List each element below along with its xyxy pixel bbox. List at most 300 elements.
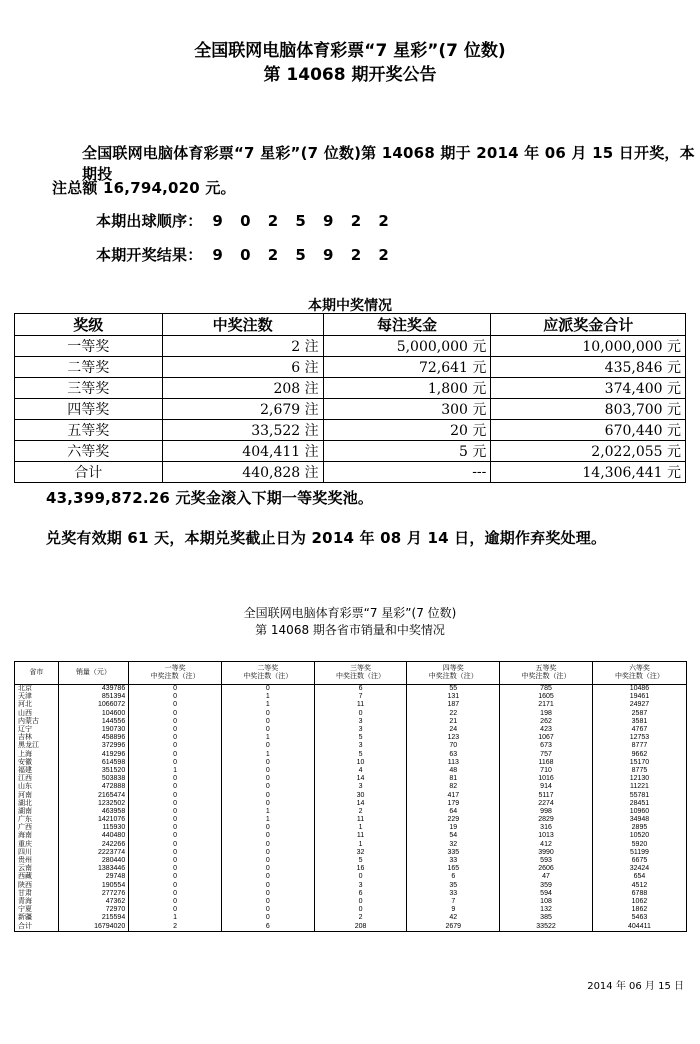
prize1-count: 0	[129, 849, 222, 857]
draw-order-label: 本期出球顺序：	[96, 212, 203, 230]
prize6-count: 3581	[592, 718, 686, 726]
province-name: 江西	[15, 775, 59, 783]
province-name: 上海	[15, 751, 59, 759]
sales-amount: 115930	[58, 824, 129, 832]
draw-result-value: 9 0 2 5 9 2 2	[212, 246, 395, 264]
prize-level: 一等奖	[15, 336, 163, 357]
prize2-count: 0	[221, 742, 314, 750]
prize-total: 435,846 元	[491, 357, 686, 378]
province-row	[15, 832, 687, 840]
prize6-count: 55781	[592, 791, 686, 799]
sales-amount: 1066072	[58, 701, 129, 709]
prize4-count: 179	[407, 800, 500, 808]
header-count: 中奖注数	[162, 314, 323, 336]
prize3-count: 7	[314, 693, 407, 701]
prize5-count: 757	[500, 751, 593, 759]
prize6-count: 51199	[592, 849, 686, 857]
prize-total: 10,000,000 元	[491, 336, 686, 357]
prize2-count: 0	[221, 759, 314, 767]
province-row	[15, 710, 687, 718]
prize2-count: 0	[221, 726, 314, 734]
prize5-count: 423	[500, 726, 593, 734]
winner-count: 2,679 注	[162, 399, 323, 420]
province-row	[15, 685, 687, 694]
prize3-count: 2	[314, 808, 407, 816]
prize2-count: 0	[221, 775, 314, 783]
prize2-count: 0	[221, 783, 314, 791]
prize-row	[15, 357, 686, 378]
prize2-count: 0	[221, 791, 314, 799]
prize2-count: 0	[221, 824, 314, 832]
province-table-subtitle: 第 14068 期各省市销量和中奖情况	[255, 623, 445, 637]
prize3-count: 0	[314, 873, 407, 881]
prize3-count: 16	[314, 865, 407, 873]
prize-total: 2,022,055 元	[491, 441, 686, 462]
prize5-count: 1605	[500, 693, 593, 701]
prize6-count: 34948	[592, 816, 686, 824]
prize-level: 三等奖	[15, 378, 163, 399]
province-name: 湖北	[15, 800, 59, 808]
prize6-count: 1062	[592, 898, 686, 906]
prize6-count: 10486	[592, 685, 686, 694]
province-name: 辽宁	[15, 726, 59, 734]
province-name: 新疆	[15, 914, 59, 922]
province-row	[15, 751, 687, 759]
prize6-count: 32424	[592, 865, 686, 873]
prize6-count: 1862	[592, 906, 686, 914]
prize1-count: 0	[129, 816, 222, 824]
prize3-count: 1	[314, 824, 407, 832]
prize6-count: 404411	[592, 922, 686, 931]
prize-total: 803,700 元	[491, 399, 686, 420]
header-province: 省市	[15, 662, 59, 685]
prize4-count: 32	[407, 841, 500, 849]
prize4-count: 131	[407, 693, 500, 701]
prize1-count: 0	[129, 824, 222, 832]
prize3-count: 14	[314, 775, 407, 783]
sales-amount: 851394	[58, 693, 129, 701]
winner-count: 6 注	[162, 357, 323, 378]
province-name: 广东	[15, 816, 59, 824]
sales-amount: 614598	[58, 759, 129, 767]
prize4-count: 113	[407, 759, 500, 767]
prize-per-ticket: 1,800 元	[323, 378, 491, 399]
province-name: 海南	[15, 832, 59, 840]
province-row	[15, 791, 687, 799]
prize1-count: 0	[129, 808, 222, 816]
prize6-count: 12753	[592, 734, 686, 742]
sales-amount: 190730	[58, 726, 129, 734]
prize1-count: 0	[129, 775, 222, 783]
prize2-count: 0	[221, 800, 314, 808]
prize5-count: 3990	[500, 849, 593, 857]
prize3-count: 6	[314, 685, 407, 694]
province-name: 广西	[15, 824, 59, 832]
province-row	[15, 841, 687, 849]
prize4-count: 55	[407, 685, 500, 694]
prize5-count: 33522	[500, 922, 593, 931]
prize3-count: 11	[314, 832, 407, 840]
prize6-count: 4512	[592, 882, 686, 890]
province-row	[15, 726, 687, 734]
prize6-count: 12130	[592, 775, 686, 783]
prize-level: 二等奖	[15, 357, 163, 378]
prize4-count: 70	[407, 742, 500, 750]
province-row	[15, 701, 687, 709]
prize-row	[15, 441, 686, 462]
prize2-count: 6	[221, 922, 314, 931]
sales-amount: 242266	[58, 841, 129, 849]
sales-amount: 1421076	[58, 816, 129, 824]
prize1-count: 0	[129, 701, 222, 709]
province-name: 贵州	[15, 857, 59, 865]
prize1-count: 0	[129, 873, 222, 881]
prize4-count: 63	[407, 751, 500, 759]
prize1-count: 0	[129, 726, 222, 734]
prize5-count: 132	[500, 906, 593, 914]
sales-amount: 190554	[58, 882, 129, 890]
draw-order-value: 9 0 2 5 9 2 2	[212, 212, 395, 230]
prize1-count: 0	[129, 865, 222, 873]
prize1-count: 1	[129, 914, 222, 922]
province-name: 山西	[15, 710, 59, 718]
prize2-count: 1	[221, 808, 314, 816]
prize2-count: 1	[221, 734, 314, 742]
province-row	[15, 873, 687, 881]
header-per-prize: 每注奖金	[323, 314, 491, 336]
prize3-count: 14	[314, 800, 407, 808]
province-row	[15, 857, 687, 865]
prize3-count: 32	[314, 849, 407, 857]
prize5-count: 2606	[500, 865, 593, 873]
prize2-count: 0	[221, 685, 314, 694]
header-prize-1: 一等奖 中奖注数（注）	[129, 662, 222, 685]
prize5-count: 2829	[500, 816, 593, 824]
province-table-header	[15, 662, 687, 685]
province-name: 河北	[15, 701, 59, 709]
winner-count: 208 注	[162, 378, 323, 399]
prize6-count: 2895	[592, 824, 686, 832]
sales-amount: 372996	[58, 742, 129, 750]
prize4-count: 22	[407, 710, 500, 718]
province-row	[15, 800, 687, 808]
prize1-count: 0	[129, 751, 222, 759]
prize3-count: 0	[314, 906, 407, 914]
sales-amount: 72970	[58, 906, 129, 914]
sales-amount: 458896	[58, 734, 129, 742]
province-row	[15, 906, 687, 914]
header-prize-5: 五等奖 中奖注数（注）	[500, 662, 593, 685]
prize-table	[14, 313, 686, 483]
prize5-count: 593	[500, 857, 593, 865]
sales-amount: 2223774	[58, 849, 129, 857]
winner-count: 404,411 注	[162, 441, 323, 462]
province-row	[15, 734, 687, 742]
prize2-count: 0	[221, 882, 314, 890]
sales-amount: 351520	[58, 767, 129, 775]
prize4-count: 229	[407, 816, 500, 824]
prize6-count: 28451	[592, 800, 686, 808]
prize2-count: 0	[221, 767, 314, 775]
prize6-count: 2587	[592, 710, 686, 718]
prize4-count: 35	[407, 882, 500, 890]
prize3-count: 3	[314, 718, 407, 726]
prize5-count: 47	[500, 873, 593, 881]
prize1-count: 0	[129, 832, 222, 840]
prize1-count: 0	[129, 800, 222, 808]
sales-amount: 16794020	[58, 922, 129, 931]
sales-amount: 47362	[58, 898, 129, 906]
prize-row	[15, 462, 686, 483]
prize-row	[15, 399, 686, 420]
prize-row	[15, 378, 686, 399]
prize4-count: 64	[407, 808, 500, 816]
province-row	[15, 808, 687, 816]
prize6-count: 19461	[592, 693, 686, 701]
prize1-count: 0	[129, 734, 222, 742]
prize-per-ticket: ---	[323, 462, 491, 483]
prize5-count: 2274	[500, 800, 593, 808]
province-row	[15, 783, 687, 791]
prize5-count: 785	[500, 685, 593, 694]
prize5-count: 1067	[500, 734, 593, 742]
prize2-count: 1	[221, 701, 314, 709]
province-name: 青海	[15, 898, 59, 906]
prize4-count: 33	[407, 857, 500, 865]
province-name: 河南	[15, 791, 59, 799]
prize3-count: 4	[314, 767, 407, 775]
prize3-count: 208	[314, 922, 407, 931]
prize2-count: 0	[221, 841, 314, 849]
prize6-count: 15170	[592, 759, 686, 767]
prize-level: 合计	[15, 462, 163, 483]
prize6-count: 9662	[592, 751, 686, 759]
prize4-count: 335	[407, 849, 500, 857]
sales-amount: 277276	[58, 890, 129, 898]
sales-amount: 144556	[58, 718, 129, 726]
sales-amount: 472888	[58, 783, 129, 791]
prize2-count: 0	[221, 898, 314, 906]
prize4-count: 42	[407, 914, 500, 922]
prize6-count: 10960	[592, 808, 686, 816]
prize4-count: 7	[407, 898, 500, 906]
province-name: 合计	[15, 922, 59, 931]
prize6-count: 11221	[592, 783, 686, 791]
prize1-count: 0	[129, 906, 222, 914]
sales-amount: 2165474	[58, 791, 129, 799]
prize2-count: 0	[221, 849, 314, 857]
prize5-count: 710	[500, 767, 593, 775]
prize5-count: 198	[500, 710, 593, 718]
prize6-count: 8775	[592, 767, 686, 775]
province-row	[15, 922, 687, 931]
province-table	[14, 661, 687, 932]
prize5-count: 998	[500, 808, 593, 816]
prize2-count: 1	[221, 693, 314, 701]
sales-amount: 215594	[58, 914, 129, 922]
prize2-count: 1	[221, 816, 314, 824]
prize-per-ticket: 300 元	[323, 399, 491, 420]
prize3-count: 3	[314, 742, 407, 750]
province-name: 重庆	[15, 841, 59, 849]
prize2-count: 0	[221, 857, 314, 865]
prize6-count: 5920	[592, 841, 686, 849]
prize5-count: 914	[500, 783, 593, 791]
province-row	[15, 718, 687, 726]
province-name: 云南	[15, 865, 59, 873]
prize5-count: 594	[500, 890, 593, 898]
prize3-count: 10	[314, 759, 407, 767]
prize-per-ticket: 72,641 元	[323, 357, 491, 378]
province-name: 西藏	[15, 873, 59, 881]
prize1-count: 0	[129, 685, 222, 694]
sales-amount: 1383446	[58, 865, 129, 873]
prize6-count: 24927	[592, 701, 686, 709]
prize4-count: 81	[407, 775, 500, 783]
prize4-count: 48	[407, 767, 500, 775]
sales-amount: 1232502	[58, 800, 129, 808]
prize5-count: 412	[500, 841, 593, 849]
winner-count: 440,828 注	[162, 462, 323, 483]
province-name: 湖南	[15, 808, 59, 816]
prize2-count: 0	[221, 873, 314, 881]
prize6-count: 10520	[592, 832, 686, 840]
winner-count: 33,522 注	[162, 420, 323, 441]
prize2-count: 0	[221, 914, 314, 922]
prize1-count: 0	[129, 759, 222, 767]
sales-amount: 29748	[58, 873, 129, 881]
draw-result-label: 本期开奖结果：	[96, 246, 203, 264]
prize-level: 四等奖	[15, 399, 163, 420]
province-row	[15, 914, 687, 922]
prize1-count: 1	[129, 767, 222, 775]
province-row	[15, 816, 687, 824]
header-total: 应派奖金合计	[491, 314, 686, 336]
province-row	[15, 865, 687, 873]
province-row	[15, 759, 687, 767]
prize4-count: 165	[407, 865, 500, 873]
publish-date: 2014 年 06 月 15 日	[587, 981, 684, 992]
prize-total: 670,440 元	[491, 420, 686, 441]
intro-line-2: 注总额 16,794,020 元。	[52, 179, 236, 197]
prize3-count: 11	[314, 816, 407, 824]
prize3-count: 5	[314, 734, 407, 742]
province-name: 内蒙古	[15, 718, 59, 726]
prize4-count: 24	[407, 726, 500, 734]
province-name: 安徽	[15, 759, 59, 767]
prize3-count: 1	[314, 841, 407, 849]
prize5-count: 262	[500, 718, 593, 726]
province-row	[15, 742, 687, 750]
draw-order-row	[96, 210, 395, 231]
prize5-count: 108	[500, 898, 593, 906]
prize5-count: 316	[500, 824, 593, 832]
prize-level: 六等奖	[15, 441, 163, 462]
prize-per-ticket: 5 元	[323, 441, 491, 462]
province-name: 甘肃	[15, 890, 59, 898]
sales-amount: 463958	[58, 808, 129, 816]
prize5-count: 2171	[500, 701, 593, 709]
prize6-count: 654	[592, 873, 686, 881]
sales-amount: 440480	[58, 832, 129, 840]
prize1-count: 0	[129, 718, 222, 726]
province-name: 北京	[15, 685, 59, 694]
prize4-count: 9	[407, 906, 500, 914]
prize4-count: 54	[407, 832, 500, 840]
prize2-count: 0	[221, 718, 314, 726]
prize1-count: 0	[129, 841, 222, 849]
prize-total: 14,306,441 元	[491, 462, 686, 483]
prize-level: 五等奖	[15, 420, 163, 441]
prize-row	[15, 420, 686, 441]
prize1-count: 0	[129, 783, 222, 791]
prize4-count: 187	[407, 701, 500, 709]
sales-amount: 280440	[58, 857, 129, 865]
rollover-note: 43,399,872.26 元奖金滚入下期一等奖奖池。	[46, 489, 374, 507]
prize4-count: 6	[407, 873, 500, 881]
sales-amount: 439786	[58, 685, 129, 694]
province-table-title: 全国联网电脑体育彩票“7 星彩”(7 位数)	[243, 606, 457, 620]
prize5-count: 1013	[500, 832, 593, 840]
prize4-count: 82	[407, 783, 500, 791]
prize3-count: 5	[314, 751, 407, 759]
prize1-count: 0	[129, 890, 222, 898]
header-prize-4: 四等奖 中奖注数（注）	[407, 662, 500, 685]
prize6-count: 5463	[592, 914, 686, 922]
province-row	[15, 882, 687, 890]
province-row	[15, 824, 687, 832]
prize3-count: 5	[314, 857, 407, 865]
header-prize-3: 三等奖 中奖注数（注）	[314, 662, 407, 685]
prize3-count: 3	[314, 783, 407, 791]
prize5-count: 1016	[500, 775, 593, 783]
header-prize-6: 六等奖 中奖注数（注）	[592, 662, 686, 685]
prize3-count: 0	[314, 898, 407, 906]
prize3-count: 3	[314, 726, 407, 734]
prize6-count: 6675	[592, 857, 686, 865]
prize1-count: 0	[129, 882, 222, 890]
prize1-count: 0	[129, 898, 222, 906]
prize3-count: 3	[314, 882, 407, 890]
province-row	[15, 693, 687, 701]
province-name: 吉林	[15, 734, 59, 742]
prize3-count: 2	[314, 914, 407, 922]
draw-result-row	[96, 244, 395, 265]
sales-amount: 419296	[58, 751, 129, 759]
prize4-count: 417	[407, 791, 500, 799]
header-sales: 销量（元）	[58, 662, 129, 685]
province-name: 四川	[15, 849, 59, 857]
prize2-count: 0	[221, 832, 314, 840]
prize5-count: 673	[500, 742, 593, 750]
prize-table-header	[15, 314, 686, 336]
province-name: 福建	[15, 767, 59, 775]
province-row	[15, 890, 687, 898]
prize4-count: 2679	[407, 922, 500, 931]
prize1-count: 0	[129, 742, 222, 750]
header-level: 奖级	[15, 314, 163, 336]
prize-total: 374,400 元	[491, 378, 686, 399]
header-prize-2: 二等奖 中奖注数（注）	[221, 662, 314, 685]
prize1-count: 0	[129, 710, 222, 718]
province-name: 天津	[15, 693, 59, 701]
prize5-count: 5117	[500, 791, 593, 799]
prize4-count: 19	[407, 824, 500, 832]
prize6-count: 8777	[592, 742, 686, 750]
prize-table-caption: 本期中奖情况	[308, 298, 392, 314]
province-row	[15, 898, 687, 906]
province-name: 陕西	[15, 882, 59, 890]
